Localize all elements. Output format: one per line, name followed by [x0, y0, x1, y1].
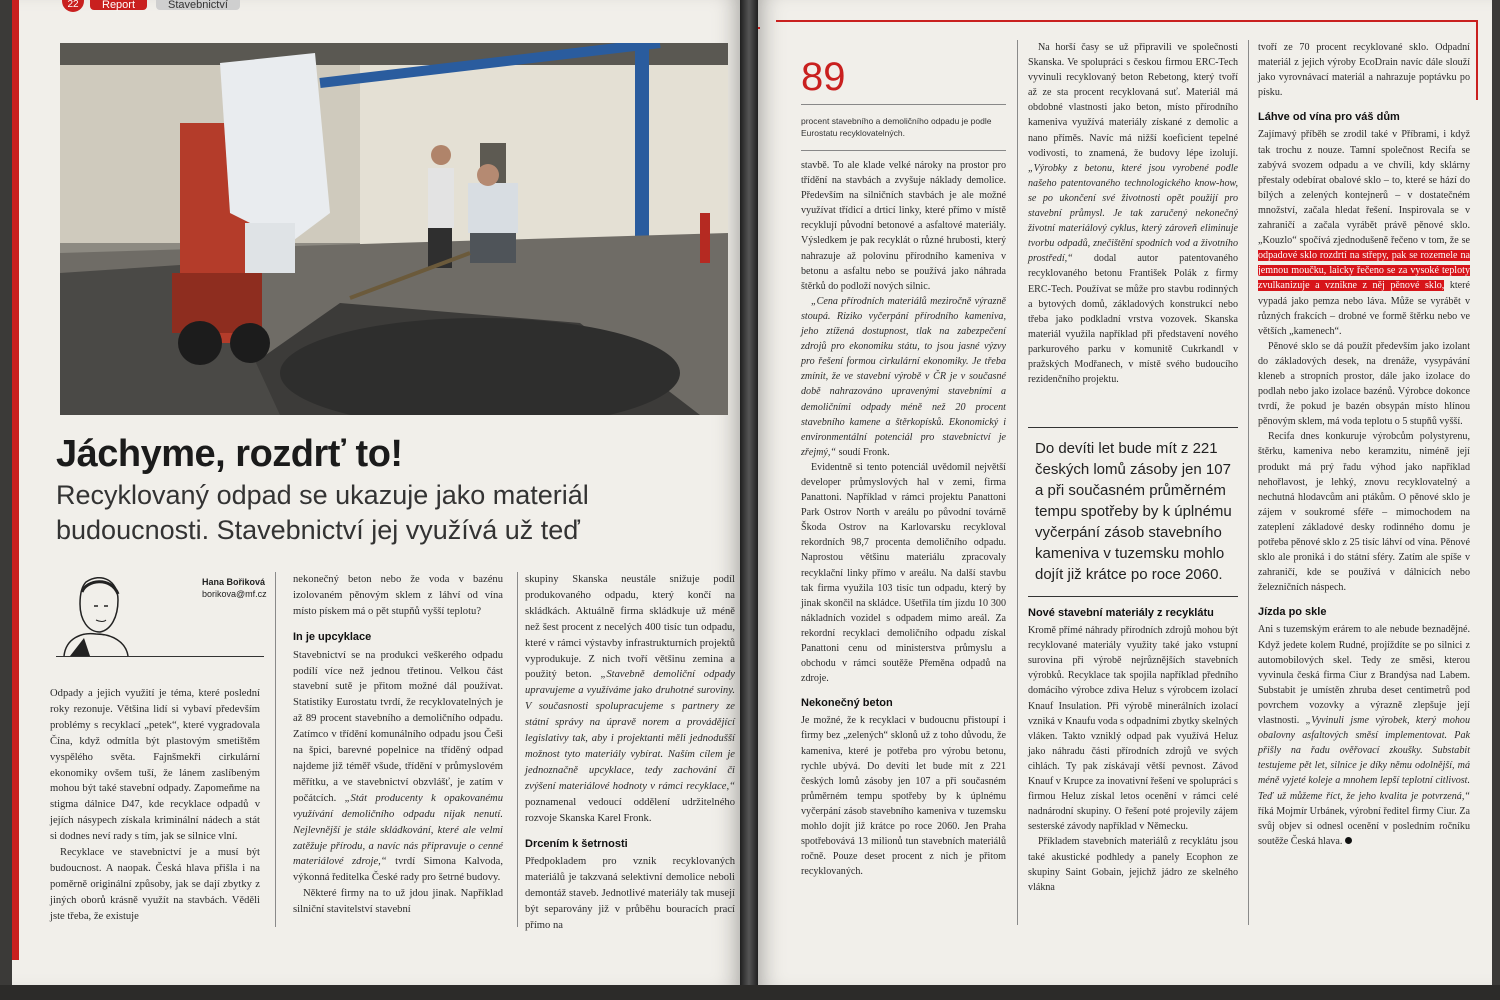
author-rule — [56, 656, 264, 657]
paragraph: Recyklace ve stavebnictví je a musí být budoucnost. A naopak. Česká hlava přišla i na poměrně originální způsoby, jak se dají zbytky z jiných oborů krásně využít na stavbách. Věděli jste třeba, že existuje — [50, 847, 260, 922]
subheadline: Recyklovaný odpad se ukazuje jako materiál budoucnosti. Stavebnictví jej využívá už teď — [56, 480, 589, 545]
paragraph-text: poznamenal vedoucí oddělení udržitelného rozvoje Skanska Karel Fronk. — [525, 796, 735, 824]
subheading: Nekonečný beton — [801, 697, 893, 710]
paragraph — [801, 294, 1006, 460]
pullquote-rule — [1028, 427, 1238, 428]
paragraph: tvoří ze 70 procent recyklované sklo. Odpadní materiál z jejich výroby EcoDrain navíc dále slouží jako vyrovnávací materiál a nahrazuje poptávku po písku. — [1258, 42, 1470, 99]
subheading: Jízda po skle — [1258, 606, 1327, 619]
column-rule — [1248, 40, 1249, 925]
paragraph-text: říká Mojmír Urbánek, výrobní ředitel firmy Ciur. Za svůj objev si odnesl ocenění v posledním ročníku soutěže Česká hlava. — [1258, 805, 1470, 847]
right-column-2 — [1028, 40, 1238, 387]
magazine-spread — [12, 0, 1492, 985]
paragraph: Předpokladem pro vznik recyklovaných materiálů je takzvaná selektivní demolice neboli demontáž staveb. Jednotlivé materiály tak musejí být separovány již v průběhu bouracích prací přímo na — [525, 856, 735, 932]
quote: „Stát producenty k opakovanému využívání demoličního odpadu nijak nenutí. Nejlevnější je stále skládkování, které ale velmi zatěžuje přírodu, a navíc nás připravuje o cenné materiálové zdroje,“ — [293, 792, 503, 868]
quote: „Cena přírodních materiálů meziročně výrazně stoupá. Riziko vyčerpání přírodního kameniva, jeho ztížená dostupnost, tlak na zabezpečení zdrojů pro ekonomiku státu, to jsou jasné výzvy pro řešení formou cirkulární ekonomiky. Je třeba zmínit, že ve stavební výrobě v ČR je v současné době nahrazováno upravenými stavebními a demoličními odpady méně než 20 procent stavebního kamene a štěrkopísků. Ekonomický i environmentální potenciál pro stavebnictví je zřejmý,“ — [801, 295, 1006, 458]
end-mark — [1345, 837, 1352, 844]
right-column-1 — [801, 158, 1006, 879]
paragraph-text: skupiny Skanska neustále snižuje podíl produkovaného odpadu, který končí na skládkách. Aktuálně firma skládkuje už méně než šest procent z necelých 400 tisíc tun odpadu, které v rámci výstavby infrastrukturních projektů vyprodukuje. Z nich tvoří většinu zemina a použitý beton. — [525, 574, 735, 681]
column-rule — [517, 572, 518, 927]
paragraph — [1258, 622, 1470, 848]
left-column-3 — [525, 572, 735, 934]
paragraph: Kromě přímé náhrady přírodních zdrojů mohou být recyklované materiály využity také jako vstupní surovina při výrobě nejrůznějších stavebních výrobků. Recyklace tak spojila například předního domácího výrobce zdiva Heluz s výrobcem izolací Knauf Insulation. Při výrobě minerálních izolací vzniká v Knaufu voda s odpadními zbytky skelných vláken. Takto vzniklý odpad pak využívá Heluz jako náhradu části přírodních zdrojů ve svých cihlách. Ty pak získávají větší pevnost. Závod Knauf v Krupce za inovativní řešení ve spolupráci s firmou Heluz získal letos ocenění v rámci celé nadnárodní skupiny. O řešení poté projevily zájem sesterské závody například v Německu. — [1028, 625, 1238, 833]
stat-rule — [801, 104, 1006, 105]
right-column-2b — [1028, 606, 1238, 895]
paragraph-text: Stavebnictví se na produkci veškerého odpadu podílí více než jednou třetinou. Velkou část stavební sutě je přitom možné dál používat. Statistiky Eurostatu tvrdí, že recyklovatelných je až 89 procent stavebního a demoličního odpadu. Zatímco v třídění komunálního odpadu jsou Češi na špici, barevné popelnice na tříděný odpad najdeme již téměř všude, třídění v průmyslovém měřítku, a ve stavebnictví obzvlášť, je zatím v počátcích. — [293, 649, 503, 804]
stat-rule — [801, 150, 1006, 151]
pullquote: Do devíti let bude mít z 221 českých lomů zásoby jen 107 a při současném průměrném tempu spotřeby by k úplnému vyčerpání zásob stavebního kameniva v tuzemsku mohlo dojít již krátce po roce 2060. — [1035, 440, 1232, 583]
right-page — [758, 0, 1492, 985]
left-page — [12, 0, 740, 985]
author-name: Hana Bořiková — [202, 577, 266, 587]
left-column-1 — [50, 686, 260, 925]
article-photo — [60, 43, 728, 415]
column-rule — [1017, 40, 1018, 925]
page-number: 22 — [62, 0, 84, 12]
section-tag-report: Report — [90, 0, 147, 10]
quote: „Výrobky z betonu, které jsou vyrobené podle našeho patentovaného technologického know-how, se po ukončení své životnosti opět použijí pro stavební průmysl. Je tak zaručený nekonečný životní materiálový cyklus, který zároveň eliminuje tvorbu odpadů, znečištění spodních vod a životního prostředí,“ — [1028, 162, 1238, 265]
section-tag-category: Stavebnictví — [156, 0, 240, 10]
paragraph: Je možné, že k recyklaci v budoucnu přistoupí i firmy bez „zelených“ sklonů už z toho důvodu, že kameniva, které je potřeba pro výrobu betonu, rychle ubývá. Do devíti let bude mít z 221 českých lomů zásoby jen 107 a při současném průměrném tempu spotřeby by k úplnému vyčerpání zásob stavebního kameniva v tuzemsku mohlo dojít již krátce po roce 2060. Jen Praha spotřebovává 13 milionů tun stavebních materiálů ročně. Pouze deset procent z nich je přitom recyklovaných. — [801, 715, 1006, 878]
subheading: Drcením k šetrnosti — [525, 837, 628, 850]
quote: „Vyvinuli jsme výrobek, který mohou obalovny asfaltových směsí implementovat. Pak přišly na řadu ověřovací zkoušky. Substabit testujeme pět let, silnice je díky němu odolnější, má méně vyjeté koleje a mnohem lepší teplotní citlivost. Teď už můžeme říct, že jeho kvalita je potvrzená,“ — [1258, 715, 1471, 802]
table-surface — [0, 985, 1500, 1000]
paragraph-text: které vypadá jako pemza nebo láva. Může se vyrábět v různých frakcích – drobné ve formě štěrku nebo ve větších „kamenech“. — [1258, 280, 1471, 337]
red-frame-line — [1476, 20, 1478, 100]
paragraph — [1028, 40, 1238, 387]
paragraph-text: Na horší časy se už připravili ve společnosti Skanska. Ve spolupráci s českou firmou ERC-Tech vyvinuli recyklovaný beton Rebetong, který tvoří až ze sta procent recyklovaná suť. Materiál má obdobné vlastnosti jako beton, místo přírodního kameniva využívá materiály získané z demolic a nano příměs. Navíc má nižší koeficient tepelné vodivosti, to znamená, že budovy lépe izolují. — [1028, 42, 1238, 159]
paragraph — [1258, 127, 1470, 338]
paragraph: Evidentně si tento potenciál uvědomil největší developer průmyslových hal v zemi, firma Panattoni. Například v rámci projektu Panattoni Park Ostrov North v areálu po původní továrně Škoda Ostrov na Karlovarsku recykloval rekordních 98,7 procenta demoličního odpadu. Naprostou většinu materiálu zpracovaly recyklační linky přímo v areálu. Na další stavbu tak firma využila 103 tisíc tun odpadu, který by jinak skončil na skládce. Ušetřila tím jízdu 10 300 nákladních vozidel s odpadem mimo areál. Za rekordní recyklaci demoličního odpadu získal Panattoni cenu od ministerstva průmyslu a obchodu v rámci soutěže Přeměna odpadů na zdroje. — [801, 461, 1006, 685]
subheading: Láhve od vína pro váš dům — [1258, 111, 1400, 124]
author-email: borikova@mf.cz — [202, 589, 267, 599]
right-column-3 — [1258, 40, 1470, 849]
pullquote-rule — [1028, 596, 1238, 597]
column-rule — [275, 572, 276, 927]
quote: „Stavebně demoliční odpady upravujeme a využíváme jako druhotné suroviny. V současnosti spolupracujeme s partnery ze státní správy na úpravě norem a provádějící legislativy tak, aby i projektanti měli jednodušší možnost tyto materiály vybírat. Naším cílem je jednoznačně upcyklace, tedy zachování či zvýšení materiálové hodnoty v rámci recyklace,“ — [525, 669, 735, 792]
paragraph: nekonečný beton nebo že voda v bazénu izolovaném pěnovým sklem z láhví od vína místo pískem má o pět stupňů vyšší teplotu? — [293, 574, 503, 617]
red-frame-line — [758, 27, 760, 29]
paragraph: Některé firmy na to už jdou jinak. Například silniční stavitelství stavební — [293, 888, 503, 916]
highlighted-text: odpadové sklo rozdrtí na střepy, pak se rozemele na jemnou moučku, laicky řečeno se za vysoké teploty zvulkanizuje a vznikne z něj pěnové sklo, — [1258, 250, 1470, 292]
headline: Jáchyme, rozdrť to! — [56, 433, 403, 475]
spread-gutter — [740, 0, 758, 990]
paragraph: Recifa dnes konkuruje výrobcům polystyrenu, štěrku, kameniva nebo keramzitu, niméně její produkt má prý řadu výhod jako například nehořlavost, je lehký, znovu recyklovatelný a nechutná hlodavcům ani ptákům. O pěnové sklo je zájem v soukromé sféře – mimochodem na zateplení základové desky rodinného domu je potřeba pěnové sklo z 25 tisíc láhví od vína. Pěnové sklo ale proniká i do státní sféry. Zatím ale spíše v zahraničí, kde se používá v dálnicích nebo železničních náspech. — [1258, 431, 1470, 594]
paragraph: Příkladem stavebních materiálů z recyklátu jsou také akustické podhledy a panely Ecophon ze skupiny Saint Gobain, jejichž jádro ze skelného vlákna — [1028, 836, 1238, 893]
red-edge-bar — [12, 0, 19, 960]
red-frame-line — [776, 20, 1476, 22]
subheading: Nové stavební materiály z recyklátu — [1028, 607, 1214, 619]
author-portrait — [56, 572, 136, 656]
paragraph-text: Ani s tuzemským erárem to ale nebude beznadějné. Když jedete kolem Rudné, projíždíte se po silnici z automobilových skel. Tedy ze směsi, kterou vyvinula česká firma Ciur z Brandýsa nad Labem. Substabit je umístěn zhruba deset centimetrů pod povrchem vozovky a výrazně zlepšuje její vlastnosti. — [1258, 624, 1470, 727]
stat-number: 89 — [801, 55, 846, 99]
paragraph: Odpady a jejich využití je téma, které poslední roky rezonuje. Většina lidí si vybaví především problémy s recyklací „petek“, které vygradovala Čína, když odmítla být plastovým smetištěm vyspělého světa. Fajnšmekři cirkulární ekonomiky ovšem tuší, že lánem zaslíbeným mohou být také stavební odpady. Zapomeňme na stigma dálnice D47, kde recyklace odpadů v jejích násypech získala kriminální nádech a stát si dodnes neví rady s tím, jak se silnice vlní. — [50, 688, 260, 843]
left-column-2 — [293, 572, 503, 918]
paragraph: stavbě. To ale klade velké nároky na prostor pro třídění na stavbách a zvyšuje náklady demolice. Především na silničních stavbách je ale možné využívat třídicí a drticí linky, které přímo v místě recyklují původní betonové a asfaltové materiály. Výsledkem je pak recyklát o různé hrubosti, který nahrazuje až polovinu přírodního kameniva v betonu a asfaltu nebo se používá jako náhrada štěrků do podloží nových silnic. — [801, 160, 1006, 292]
subheading: In je upcyklace — [293, 630, 372, 643]
paragraph-text: Zajímavý příběh se zrodil také v Příbrami, i když tak trochu z nouze. Tamní společnost Recifa se zabývá svozem odpadu a ve chvíli, kdy sklárny přestaly odebírat obalové sklo – to, které se hází do bílých a zelených kontejnerů – v dostatečném množství, začala hledat řešení. Inspirovala se v zahraničí a začala vyrábět právě pěnové sklo. „Kouzlo“ spočívá zjednodušeně řečeno v tom, že se — [1258, 129, 1470, 247]
paragraph-text: soudí Fronk. — [836, 446, 890, 458]
paragraph — [525, 572, 735, 827]
paragraph: Pěnové sklo se dá použít především jako izolant do základových desek, na drenáže, vysypávání kleneb a stropních prostor, dále jako izolace do podlah nebo jako izolace bazénů. Výrobce dokonce tvrdí, že pokud je bazén obsypán místo hlínou pěnovým sklem, má voda teplotu o 5 stupňů vyšší. — [1258, 340, 1470, 428]
stat-caption: procent stavebního a demoličního odpadu je podle Eurostatu recyklovatelných. — [801, 116, 992, 138]
paragraph-text: dodal autor patentovaného recyklovaného betonu František Polák z firmy ERC-Tech. Používat se může pro stavbu rodinných a bytových domů, základových konstrukcí nebo třeba jako podkladní vrstva vozovek. Skanska materiál využila například při představení nového parkurového parku v komunitě Cukrkandl v pražských Modřanech, v místě svého budoucího rezidenčního projektu. — [1028, 253, 1238, 386]
paragraph-text: tvrdí Simona Kalvoda, výkonná ředitelka České rady pro šetrné budovy. — [293, 856, 503, 884]
paragraph — [293, 648, 503, 887]
